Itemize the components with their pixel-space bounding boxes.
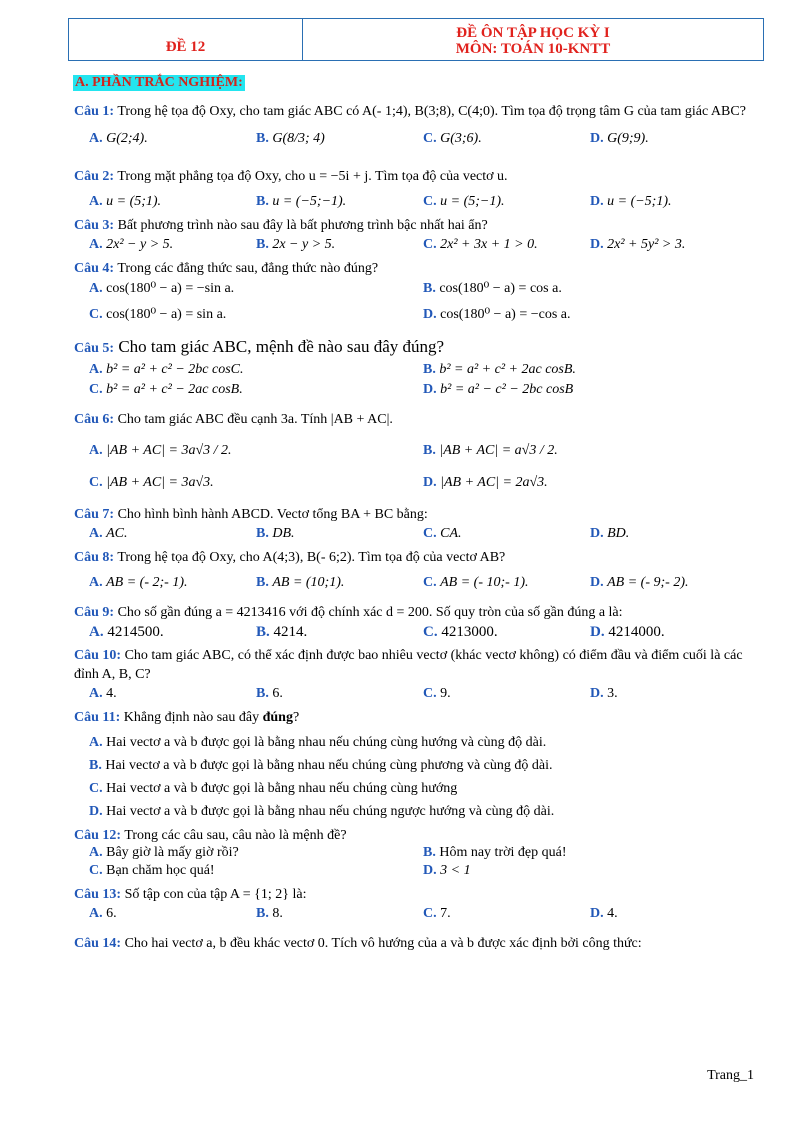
option-b[interactable]: B. u = (−5;−1). bbox=[256, 194, 347, 209]
option-c[interactable]: C. |AB + AC| = 3a√3. bbox=[89, 475, 214, 490]
options-row bbox=[74, 473, 764, 503]
option-d[interactable]: D. 3 < 1 bbox=[423, 863, 471, 878]
question-10: Câu 10: Cho tam giác ABC, có thể xác định được bao nhiêu vectơ (khác vectơ không) có điểm đầu và điểm cuối là các đỉnh A, B, C? bbox=[74, 648, 743, 682]
option-c[interactable]: C. u = (5;−1). bbox=[423, 194, 505, 209]
question-7: Câu 7: Cho hình bình hành ABCD. Vectơ tổng BA + BC bằng: bbox=[74, 507, 428, 522]
option-d[interactable]: D. 3. bbox=[590, 686, 618, 701]
question-text: Trong hệ tọa độ Oxy, cho tam giác ABC có A(- 1;4), B(3;8), C(4;0). Tìm tọa độ trọng tâm G của tam giác ABC? bbox=[117, 104, 746, 119]
question-6: Câu 6: Cho tam giác ABC đều cạnh 3a. Tính |AB + AC|. bbox=[74, 412, 393, 427]
options-row bbox=[74, 622, 764, 644]
options-row bbox=[74, 380, 764, 404]
option-c[interactable]: C. G(3;6). bbox=[423, 131, 482, 146]
question-12: Câu 12: Trong các câu sau, câu nào là mệnh đề? bbox=[74, 828, 347, 843]
option-a[interactable]: A. Bây giờ là mấy giờ rồi? bbox=[89, 845, 239, 860]
options-row bbox=[74, 573, 764, 603]
option-d[interactable]: D. 4214000. bbox=[590, 624, 665, 640]
option-b[interactable]: B. 2x − y > 5. bbox=[256, 237, 336, 252]
option-a[interactable]: A. 6. bbox=[89, 906, 117, 921]
options-list bbox=[74, 731, 764, 823]
option-d[interactable]: D. G(9;9). bbox=[590, 131, 649, 146]
question-8: Câu 8: Trong hệ tọa độ Oxy, cho A(4;3), B(- 6;2). Tìm tọa độ của vectơ AB? bbox=[74, 550, 506, 565]
option-d[interactable]: D. BD. bbox=[590, 526, 630, 541]
option-b[interactable]: B. G(8/3; 4) bbox=[256, 131, 325, 146]
option-a[interactable]: A. 4214500. bbox=[89, 624, 164, 640]
question-11: Câu 11: Khẳng định nào sau đây đúng? bbox=[74, 710, 300, 725]
option-c[interactable]: C. AB = (- 10;- 1). bbox=[423, 575, 529, 590]
option-c[interactable]: C. 7. bbox=[423, 906, 451, 921]
option-c[interactable]: C. CA. bbox=[423, 526, 462, 541]
options-row bbox=[74, 129, 764, 163]
question-5: Câu 5: Cho tam giác ABC, mệnh đề nào sau đây đúng? bbox=[74, 337, 445, 356]
option-a[interactable]: A. 4. bbox=[89, 686, 117, 701]
option-b[interactable]: B. Hôm nay trời đẹp quá! bbox=[423, 845, 567, 860]
header-table bbox=[68, 18, 764, 61]
options-row bbox=[74, 904, 764, 926]
exam-content bbox=[74, 75, 764, 953]
question-14: Câu 14: Cho hai vectơ a, b đều khác vectơ 0. Tích vô hướng của a và b được xác định bởi công thức: bbox=[74, 936, 642, 951]
page-number: Trang_1 bbox=[707, 1068, 754, 1083]
option-a[interactable]: A. AB = (- 2;- 1). bbox=[89, 575, 188, 590]
question-13: Câu 13: Số tập con của tập A = {1; 2} là: bbox=[74, 887, 307, 902]
option-b[interactable]: B. AB = (10;1). bbox=[256, 575, 345, 590]
option-a[interactable]: A. AC. bbox=[89, 526, 128, 541]
options-row bbox=[74, 524, 764, 546]
option-a[interactable]: A. |AB + AC| = 3a√3 / 2. bbox=[89, 443, 232, 458]
option-d[interactable]: D. cos(180⁰ − a) = −cos a. bbox=[423, 307, 571, 322]
options-row bbox=[74, 360, 764, 380]
option-b[interactable]: B. cos(180⁰ − a) = cos a. bbox=[423, 281, 562, 296]
question-1 bbox=[74, 102, 764, 121]
option-c[interactable]: C. 9. bbox=[423, 686, 451, 701]
question-9: Câu 9: Cho số gần đúng a = 4213416 với độ chính xác d = 200. Số quy tròn của số gần đúng a là: bbox=[74, 605, 623, 620]
option-d[interactable]: D. 4. bbox=[590, 906, 618, 921]
options-row bbox=[74, 435, 764, 473]
option-a[interactable]: A. b² = a² + c² − 2bc cosC. bbox=[89, 362, 244, 377]
option-d[interactable]: D. Hai vectơ a và b được gọi là bằng nhau nếu chúng ngược hướng và cùng độ dài. bbox=[89, 804, 555, 819]
option-b[interactable]: B. |AB + AC| = a√3 / 2. bbox=[423, 443, 558, 458]
option-c[interactable]: C. cos(180⁰ − a) = sin a. bbox=[89, 307, 227, 322]
question-3: Câu 3: Bất phương trình nào sau đây là bất phương trình bậc nhất hai ẩn? bbox=[74, 218, 488, 233]
exam-title-line1: ĐỀ ÔN TẬP HỌC KỲ I bbox=[456, 25, 610, 41]
option-b[interactable]: B. DB. bbox=[256, 526, 295, 541]
option-a[interactable]: A. Hai vectơ a và b được gọi là bằng nhau nếu chúng cùng hướng và cùng độ dài. bbox=[89, 735, 547, 750]
options-row bbox=[74, 863, 764, 883]
question-label: Câu 1: bbox=[74, 104, 115, 119]
options-row bbox=[74, 278, 764, 304]
options-row bbox=[74, 192, 764, 214]
option-b[interactable]: B. 8. bbox=[256, 906, 283, 921]
exam-title bbox=[303, 19, 764, 61]
exam-title-line2: MÔN: TOÁN 10-KNTT bbox=[455, 41, 611, 57]
option-b[interactable]: B. Hai vectơ a và b được gọi là bằng nhau nếu chúng cùng phương và cùng độ dài. bbox=[89, 758, 553, 773]
option-d[interactable]: D. |AB + AC| = 2a√3. bbox=[423, 475, 548, 490]
options-row bbox=[74, 235, 764, 257]
option-a[interactable]: A. 2x² − y > 5. bbox=[89, 237, 174, 252]
option-c[interactable]: C. 4213000. bbox=[423, 624, 498, 640]
option-b[interactable]: B. b² = a² + c² + 2ac cosB. bbox=[423, 362, 576, 377]
section-title: A. PHẦN TRẮC NGHIỆM: bbox=[75, 75, 243, 90]
question-4: Câu 4: Trong các đẳng thức sau, đẳng thức nào đúng? bbox=[74, 261, 379, 276]
option-d[interactable]: D. 2x² + 5y² > 3. bbox=[590, 237, 686, 252]
option-c[interactable]: C. Bạn chăm học quá! bbox=[89, 863, 215, 878]
option-d[interactable]: D. AB = (- 9;- 2). bbox=[590, 575, 689, 590]
option-c[interactable]: C. b² = a² + c² − 2ac cosB. bbox=[89, 382, 243, 397]
option-a[interactable]: A. cos(180⁰ − a) = −sin a. bbox=[89, 281, 235, 296]
option-c[interactable]: C. 2x² + 3x + 1 > 0. bbox=[423, 237, 538, 252]
options-row bbox=[74, 684, 764, 706]
options-row bbox=[74, 304, 764, 332]
option-a[interactable]: A. u = (5;1). bbox=[89, 194, 162, 209]
question-2: Câu 2: Trong mặt phẳng tọa độ Oxy, cho u = −5i + j. Tìm tọa độ của vectơ u. bbox=[74, 169, 508, 184]
options-row bbox=[74, 845, 764, 863]
option-a[interactable]: A. G(2;4). bbox=[89, 131, 148, 146]
option-d[interactable]: D. b² = a² − c² − 2bc cosB bbox=[423, 382, 574, 397]
option-b[interactable]: B. 6. bbox=[256, 686, 283, 701]
option-d[interactable]: D. u = (−5;1). bbox=[590, 194, 672, 209]
option-c[interactable]: C. Hai vectơ a và b được gọi là bằng nhau nếu chúng cùng hướng bbox=[89, 781, 458, 796]
exam-number: ĐỀ 12 bbox=[69, 19, 303, 61]
option-b[interactable]: B. 4214. bbox=[256, 624, 308, 640]
